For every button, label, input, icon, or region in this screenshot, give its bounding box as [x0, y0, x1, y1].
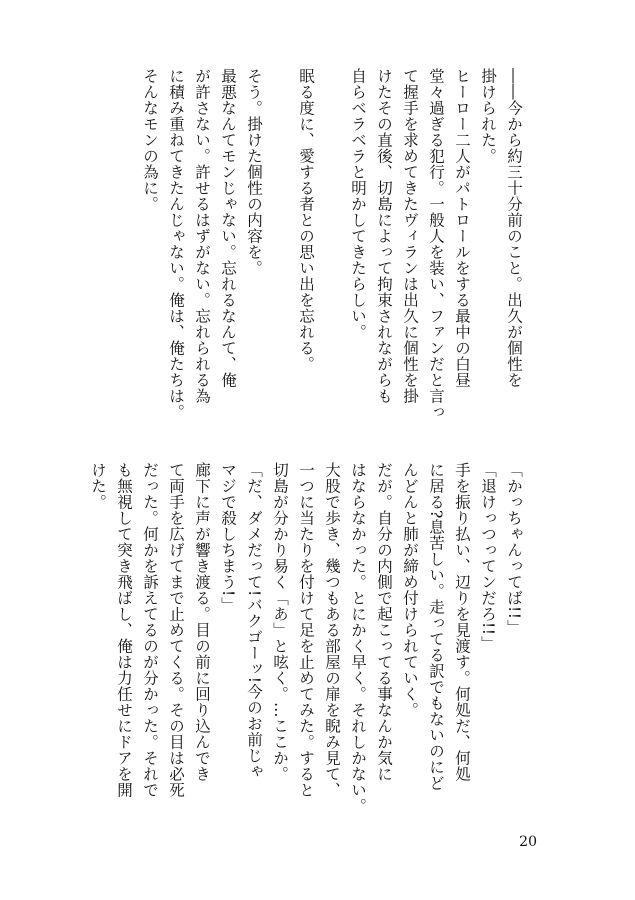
page-number: 20	[519, 834, 537, 850]
text-line: 一つに当たりを付けて足を止めてみた。すると	[297, 462, 315, 798]
blank-line	[321, 68, 343, 440]
text-line: 廊下に声が響き渡る。目の前に回り込んでき	[193, 462, 211, 782]
text-line: だが。自分の内側で起こってる事なんか気に	[375, 462, 393, 782]
text-line: 堂々過ぎる犯行。一般人を装い、ファンだと言っ	[427, 68, 445, 420]
text-line: ――今から約三十分前のこと。出久が個性を	[505, 68, 523, 388]
text-line: 最悪なんてモンじゃない。忘れるなんて、俺	[219, 68, 237, 388]
text-line: 大股で歩き、幾つもある部屋の扉を睨み見て、	[323, 462, 341, 798]
text-line: んどんと肺が締め付けられていく。	[401, 462, 419, 718]
text-line: だった。何かを訴えてるのが分かった。それで	[141, 462, 159, 798]
text-line: に居る?息苦しい。走ってる訳でもないのにど	[427, 462, 445, 791]
text-line: けた。	[89, 462, 107, 510]
text-line: 「退けっつってンだろ!!」	[479, 462, 497, 652]
text-line: 自らベラベラと明かしてきたらしい。	[349, 68, 367, 340]
text-line: マジで殺しちまう!」	[219, 462, 237, 613]
text-line: て両手を広げてまで止めてくる。その目は必死	[167, 462, 185, 798]
text-line: 「だ、ダメだって!バクゴーッ!今のお前じゃ	[245, 462, 263, 780]
text-line: 手を振り払い、辺りを見渡す。何処だ、何処	[453, 462, 471, 782]
text-line: が許さない。許せるはずがない。忘れられる為	[193, 68, 211, 404]
text-line: 掛けられた。	[479, 68, 497, 164]
text-line: も無視して突き飛ばし、俺は力任せにドアを開	[115, 462, 133, 798]
upper-text-block	[139, 68, 525, 440]
lower-text-block	[87, 462, 525, 834]
text-line: 切島が分かり易く「あ」と呟く。…ここか。	[271, 462, 289, 782]
text-line: そんなモンの為に。	[141, 68, 159, 212]
text-line: 「かっちゃんってば!!」	[505, 462, 523, 636]
text-line: 眠る度に、愛する者との思い出を忘れる。	[297, 68, 315, 372]
text-line: そう。掛けた個性の内容を。	[245, 68, 263, 276]
text-line: ヒーロー二人がパトロールをする最中の白昼	[453, 68, 471, 388]
text-line: に積み重ねてきたんじゃない。俺は、俺たちは。	[167, 68, 185, 420]
blank-line	[269, 68, 291, 440]
text-line: けたその直後、切島によって拘束されながらも	[375, 68, 393, 404]
text-line: て握手を求めてきたヴィランは出久に個性を掛	[401, 68, 419, 404]
text-line: はならなかった。とにかく早く。それしかない。	[349, 462, 367, 814]
